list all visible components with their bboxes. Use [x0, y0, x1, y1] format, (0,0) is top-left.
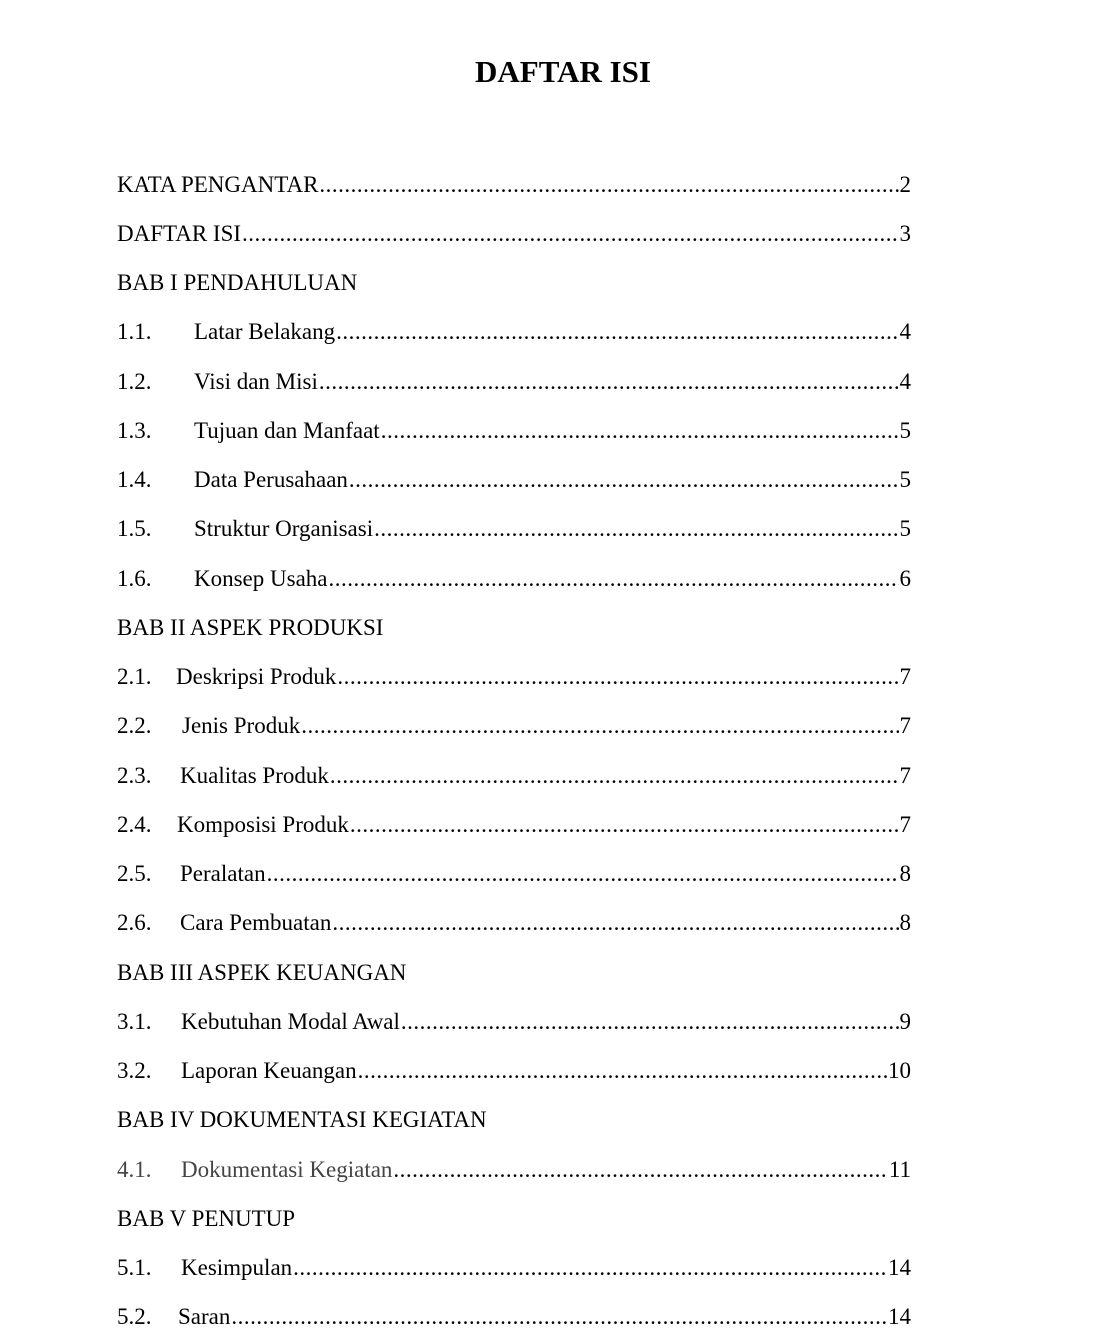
- toc-entry-3-2[interactable]: [117, 1047, 911, 1096]
- toc-entry-number: 3.1.: [117, 1008, 152, 1034]
- toc-entry-label: Kualitas Produk: [180, 762, 329, 788]
- toc-entry-number: 2.4.: [117, 811, 152, 837]
- toc-entry-label: Deskripsi Produk: [176, 664, 337, 690]
- table-of-contents: [117, 160, 911, 1342]
- toc-entry-page: 7: [899, 713, 911, 739]
- toc-entry-label: Jenis Produk: [182, 713, 301, 739]
- toc-entry-kata-pengantar[interactable]: [117, 160, 911, 209]
- dot-leader: [350, 810, 899, 840]
- toc-entry-label: Konsep Usaha: [194, 565, 328, 591]
- toc-entry-page: 6: [899, 565, 911, 591]
- toc-entry-2-1[interactable]: [117, 653, 911, 702]
- toc-entry-label: Latar Belakang: [194, 319, 336, 345]
- page-title: DAFTAR ISI: [475, 54, 651, 89]
- toc-entry-1-6[interactable]: [117, 554, 911, 603]
- dot-leader: [319, 170, 898, 200]
- toc-chapter-label: BAB IV DOKUMENTASI KEGIATAN: [117, 1107, 487, 1133]
- dot-leader: [381, 416, 899, 446]
- toc-entry-number: 1.3.: [117, 417, 152, 443]
- toc-entry-number: 3.2.: [117, 1058, 152, 1084]
- toc-entry-5-2[interactable]: [117, 1293, 911, 1342]
- toc-chapter-label: BAB II ASPEK PRODUKSI: [117, 614, 384, 640]
- toc-entry-label: Kebutuhan Modal Awal: [181, 1008, 400, 1034]
- toc-entry-page: 10: [888, 1058, 911, 1084]
- toc-entry-page: 5: [899, 516, 911, 542]
- toc-entry-1-4[interactable]: [117, 456, 911, 505]
- toc-entry-daftar-isi[interactable]: [117, 209, 911, 258]
- toc-chapter-bab-4[interactable]: [117, 1096, 911, 1145]
- toc-entry-page: 7: [899, 762, 911, 788]
- toc-entry-2-4[interactable]: [117, 800, 911, 849]
- dot-leader: [349, 465, 899, 495]
- toc-entry-number: 5.2.: [117, 1304, 152, 1330]
- dot-leader: [231, 1302, 887, 1332]
- toc-entry-page: 11: [888, 1156, 911, 1182]
- dot-leader: [337, 662, 898, 692]
- toc-entry-1-2[interactable]: [117, 357, 911, 406]
- toc-entry-page: 8: [899, 910, 911, 936]
- dot-leader: [329, 564, 899, 594]
- toc-entry-number: 2.2.: [117, 713, 152, 739]
- toc-chapter-label: BAB V PENUTUP: [117, 1205, 296, 1231]
- dot-leader: [293, 1253, 887, 1283]
- toc-entry-page: 9: [899, 1008, 911, 1034]
- toc-entry-label: Laporan Keuangan: [181, 1058, 357, 1084]
- toc-entry-4-1[interactable]: [117, 1145, 911, 1194]
- toc-entry-label: DAFTAR ISI: [117, 220, 242, 246]
- toc-entry-page: 4: [899, 368, 911, 394]
- toc-entry-page: 3: [899, 220, 911, 246]
- toc-entry-number: 1.6.: [117, 565, 152, 591]
- toc-entry-number: 2.3.: [117, 762, 152, 788]
- dot-leader: [358, 1056, 887, 1086]
- dot-leader: [336, 317, 898, 347]
- toc-entry-2-6[interactable]: [117, 899, 911, 948]
- toc-entry-label: Saran: [178, 1304, 231, 1330]
- dot-leader: [401, 1007, 899, 1037]
- toc-entry-label: Kesimpulan: [181, 1255, 293, 1281]
- toc-entry-2-3[interactable]: [117, 751, 911, 800]
- dot-leader: [319, 367, 899, 397]
- toc-entry-label: Struktur Organisasi: [194, 516, 374, 542]
- dot-leader: [374, 514, 898, 544]
- toc-entry-label: Peralatan: [180, 861, 266, 887]
- toc-entry-page: 5: [899, 467, 911, 493]
- toc-entry-page: 5: [899, 417, 911, 443]
- toc-entry-number: 1.2.: [117, 368, 152, 394]
- toc-entry-label: Dokumentasi Kegiatan: [181, 1156, 393, 1182]
- toc-entry-label: Cara Pembuatan: [180, 910, 332, 936]
- dot-leader: [330, 761, 899, 791]
- toc-chapter-bab-2[interactable]: [117, 603, 911, 652]
- toc-entry-page: 14: [888, 1304, 911, 1330]
- toc-entry-number: 2.6.: [117, 910, 152, 936]
- toc-entry-3-1[interactable]: [117, 997, 911, 1046]
- toc-entry-5-1[interactable]: [117, 1244, 911, 1293]
- toc-entry-1-3[interactable]: [117, 406, 911, 455]
- toc-entry-page: 4: [899, 319, 911, 345]
- toc-chapter-label: BAB I PENDAHULUAN: [117, 270, 358, 296]
- toc-entry-number: 1.1.: [117, 319, 152, 345]
- toc-chapter-label: BAB III ASPEK KEUANGAN: [117, 959, 407, 985]
- toc-entry-number: 4.1.: [117, 1156, 152, 1182]
- dot-leader: [267, 859, 899, 889]
- toc-entry-label: KATA PENGANTAR: [117, 171, 319, 197]
- toc-entry-1-5[interactable]: [117, 505, 911, 554]
- toc-chapter-bab-1[interactable]: [117, 259, 911, 308]
- toc-entry-number: 5.1.: [117, 1255, 152, 1281]
- toc-entry-label: Tujuan dan Manfaat: [194, 417, 380, 443]
- dot-leader: [301, 711, 898, 741]
- dot-leader: [242, 219, 898, 249]
- toc-entry-page: 7: [899, 664, 911, 690]
- toc-entry-page: 8: [899, 861, 911, 887]
- toc-entry-number: 1.4.: [117, 467, 152, 493]
- toc-entry-label: Visi dan Misi: [194, 368, 318, 394]
- toc-entry-1-1[interactable]: [117, 308, 911, 357]
- toc-entry-2-5[interactable]: [117, 850, 911, 899]
- toc-entry-label: Data Perusahaan: [194, 467, 348, 493]
- dot-leader: [332, 908, 898, 938]
- toc-entry-2-2[interactable]: [117, 702, 911, 751]
- toc-chapter-bab-3[interactable]: [117, 948, 911, 997]
- toc-entry-number: 1.5.: [117, 516, 152, 542]
- toc-entry-label: Komposisi Produk: [177, 811, 349, 837]
- toc-entry-number: 2.1.: [117, 664, 152, 690]
- toc-entry-number: 2.5.: [117, 861, 152, 887]
- toc-chapter-bab-5[interactable]: [117, 1194, 911, 1243]
- toc-entry-page: 7: [899, 811, 911, 837]
- toc-entry-page: 2: [899, 171, 911, 197]
- dot-leader: [393, 1155, 887, 1185]
- toc-entry-page: 14: [888, 1255, 911, 1281]
